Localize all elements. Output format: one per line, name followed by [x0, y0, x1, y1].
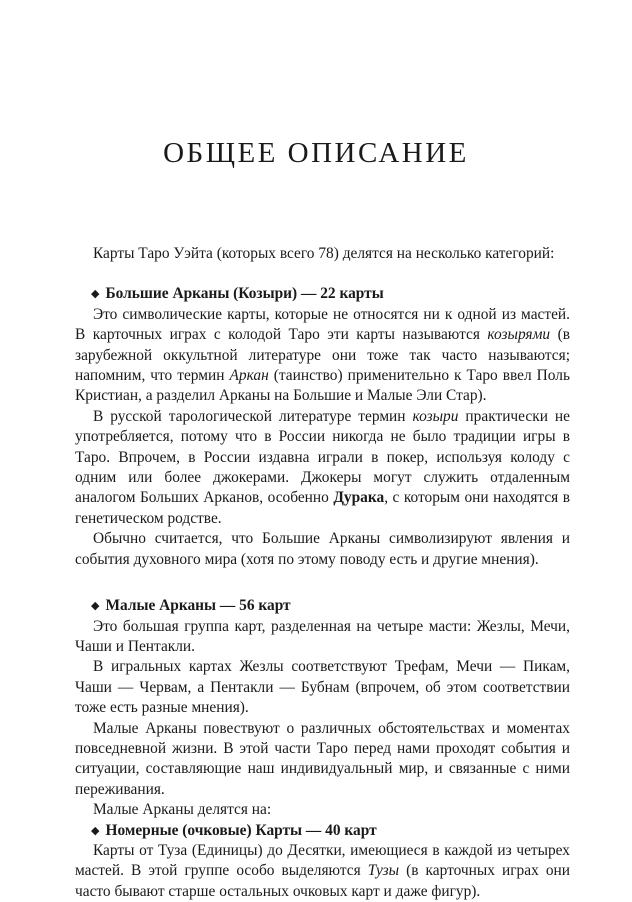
diamond-bullet-icon: ◆: [91, 600, 100, 613]
paragraph: Малые Арканы делятся на:: [93, 801, 272, 819]
section-heading-minor-arcana: [75, 596, 570, 616]
paragraph: В игральных картах Жезлы соответствуют Трефам, Мечи — Пикам, Чаши — Червам, а Пентакли — Бубнам (впрочем, об этом соответствии тоже есть разные мнения).: [75, 658, 570, 717]
paragraph: В русской тарологической литературе термин козыри практически не употребляется, потому что в России никогда не было традиции игры в Таро. Впрочем, в России издавна играли в покер, используя колоду с одним или более джокерами. Джокеры могут служить отдаленным аналогом Больших Арканов, особенно Дурака, с которым они находятся в генетическом родстве.: [75, 407, 570, 527]
paragraph: Это символические карты, которые не относятся ни к одной из мастей. В карточных играх с колодой Таро эти карты называются козырями (в зарубежной оккультной литературе они тоже так часто называются; напомним, что термин Аркан (таинство) применительно к Таро ввел Поль Кристиан, а разделил Арканы на Большие и Малые Эли Стар).: [75, 305, 570, 405]
intro-paragraph: Карты Таро Уэйта (которых всего 78) делятся на несколько категорий:: [93, 245, 555, 262]
diamond-bullet-icon: ◆: [91, 288, 100, 301]
section-heading-label: Малые Арканы — 56 карт: [105, 597, 291, 615]
section-heading-major-arcana: [75, 284, 570, 304]
diamond-bullet-icon: ◆: [91, 824, 100, 837]
body-text: [75, 244, 570, 902]
section-heading-numbered-cards: [75, 821, 570, 841]
paragraph: Обычно считается, что Большие Арканы символизируют явления и события духовного мира (хотя по этому поводу есть и другие мнения).: [75, 530, 570, 568]
paragraph: Это большая группа карт, разделенная на четыре масти: Жезлы, Мечи, Чаши и Пентакли.: [75, 617, 570, 655]
page-title: ОБЩЕЕ ОПИСАНИЕ: [163, 137, 469, 169]
paragraph: Карты от Туза (Единицы) до Десятки, имеющиеся в каждой из четырех мастей. В этой группе особо выделяются Тузы (в карточных играх они часто бывают старше остальных очковых карт и даже фигур).: [75, 841, 570, 900]
section-heading-label: Номерные (очковые) Карты — 40 карт: [105, 821, 377, 839]
paragraph: Малые Арканы повествуют о различных обстоятельствах и моментах повседневной жизни. В этой части Таро перед нами проходят события и ситуации, составляющие наш индивидуальный мир, и связанные с ними переживания.: [75, 719, 570, 798]
section-heading-label: Большие Арканы (Козыри) — 22 карты: [105, 285, 384, 303]
